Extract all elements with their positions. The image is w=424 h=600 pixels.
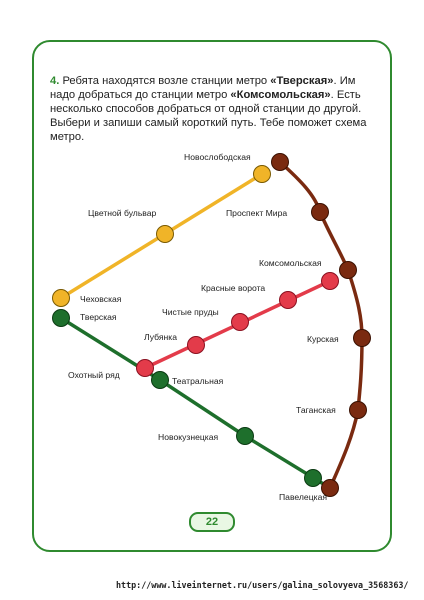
label-taganskaya: Таганская <box>296 405 336 415</box>
page-number: 22 <box>189 512 235 532</box>
station-novoslobodskaya-brown[interactable] <box>272 154 289 171</box>
station-teatralnaya[interactable] <box>152 372 169 389</box>
station-taganskaya[interactable] <box>350 402 367 419</box>
station-kurskaya[interactable] <box>354 330 371 347</box>
station-chistye-prudy[interactable] <box>232 314 249 331</box>
task-number: 4. <box>50 75 60 87</box>
label-lubyanka: Лубянка <box>144 332 177 342</box>
label-tsvetnoy-bulvar: Цветной бульвар <box>88 208 157 218</box>
footer-url[interactable]: http://www.liveinternet.ru/users/galina_solovyeva_3568363/ <box>116 580 409 590</box>
station-tverskaya[interactable] <box>53 310 70 327</box>
station-prospekt-mira[interactable] <box>312 204 329 221</box>
label-tverskaya: Тверская <box>80 312 117 322</box>
station-novoslobodskaya-orange[interactable] <box>254 166 271 183</box>
label-paveletskaya: Павелецкая <box>279 492 328 502</box>
task-text: 4. Ребята находятся возле станции метро «Тверская». Им надо добраться до станции метро «Комсомольская». Есть несколько способов добраться от одной станции до другой. Выбери и запиши самый короткий путь. Тебе поможет схема метро. <box>50 75 367 143</box>
station-krasnye-vorota[interactable] <box>280 292 297 309</box>
label-prospekt-mira: Проспект Мира <box>226 208 288 218</box>
station-tsvetnoy-bulvar[interactable] <box>157 226 174 243</box>
label-teatralnaya: Театральная <box>172 376 224 386</box>
label-chekhovskaya: Чеховская <box>80 294 122 304</box>
station-komsomolskaya-red[interactable] <box>322 273 339 290</box>
label-novokuznetskaya: Новокузнецкая <box>158 432 219 442</box>
station-lubyanka[interactable] <box>188 337 205 354</box>
station-okhotny-ryad[interactable] <box>137 360 154 377</box>
label-krasnye-vorota: Красные ворота <box>201 283 266 293</box>
label-novoslobodskaya: Новослободская <box>184 152 251 162</box>
label-komsomolskaya: Комсомольская <box>259 258 322 268</box>
station-chekhovskaya[interactable] <box>53 290 70 307</box>
station-paveletskaya-green[interactable] <box>305 470 322 487</box>
label-kurskaya: Курская <box>307 334 339 344</box>
to-station: «Комсомольская» <box>230 89 331 101</box>
from-station: «Тверская» <box>270 75 334 87</box>
label-okhotny-ryad: Охотный ряд <box>68 370 120 380</box>
station-novokuznetskaya[interactable] <box>237 428 254 445</box>
label-chistye-prudy: Чистые пруды <box>162 307 219 317</box>
station-komsomolskaya-brown[interactable] <box>340 262 357 279</box>
